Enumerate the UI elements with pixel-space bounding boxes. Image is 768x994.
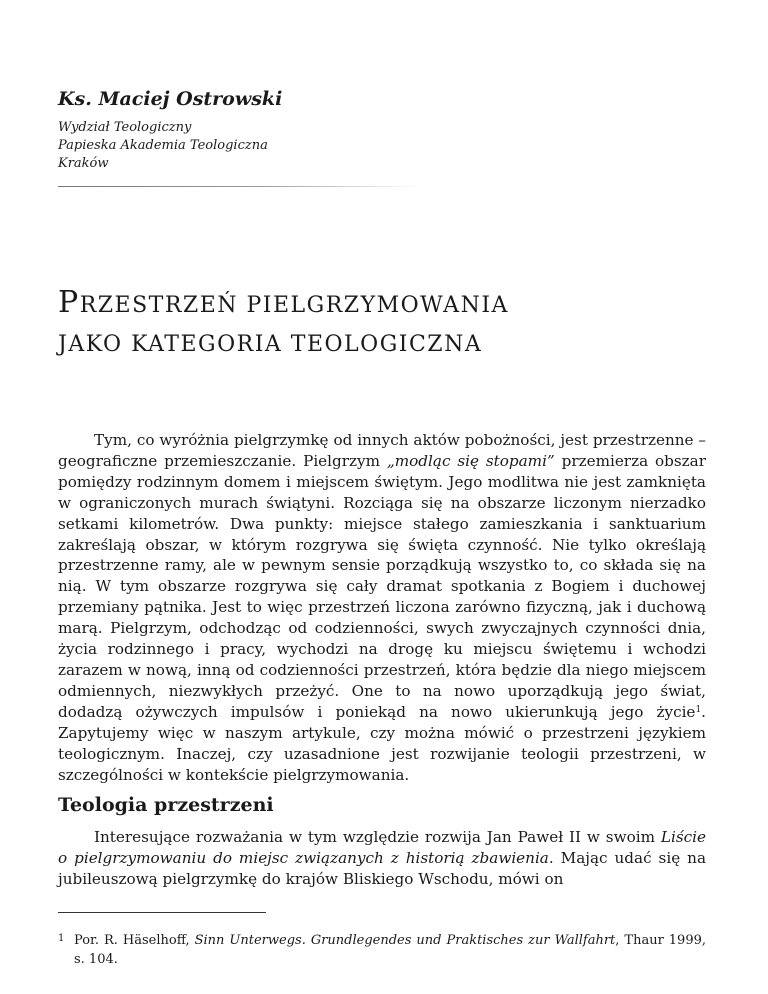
footnote-number: 1: [58, 933, 65, 944]
section-italic-title: Liście o pielgrzymowaniu do miejsc związanych z historią zbawienia: [58, 828, 706, 867]
section-text: [58, 827, 706, 890]
title-line2: JAKO KATEGORIA TEOLOGICZNA: [58, 332, 483, 357]
footnote: 1 Por. R. Häselhoff, Sinn Unterwegs. Grundlegendes und Praktisches zur Wallfahrt, Thaur 1999, s. 104.: [58, 929, 706, 969]
intro-quote: „modląc się stopami”: [386, 451, 555, 470]
title-initial: P: [58, 285, 80, 320]
footnote-divider: [58, 912, 266, 913]
header-divider: [58, 186, 418, 187]
section-paragraph: Interesujące rozważania w tym względzie rozwija Jan Paweł II w swoim Liście o pielgrzymowaniu do miejsc związanych z historią zbawienia. Mając udać się na jubileuszową pielgrzymkę do krajów Bliskiego Wschodu, mówi on: [58, 828, 707, 888]
affiliation-academy: Papieska Akademia Teologiczna: [58, 138, 268, 153]
footnote-italic: Sinn Unterwegs. Grundlegendes und Praktisches zur Wallfahrt: [194, 933, 616, 948]
footnote-ref[interactable]: 1: [695, 704, 702, 715]
section-heading: Teologia przestrzeni: [58, 794, 274, 816]
author-name: Ks. Maciej Ostrowski: [58, 88, 283, 110]
intro-text: [58, 430, 706, 785]
affiliation-city: Kraków: [58, 156, 109, 171]
affiliation-faculty: Wydział Teologiczny: [58, 120, 192, 135]
affiliation: [58, 119, 268, 173]
article-title: [58, 283, 509, 364]
intro-paragraph: Tym, co wyróżnia pielgrzymkę od innych aktów pobożności, jest przestrzenne – geograficzne przemieszczanie. Pielgrzym „modląc się stopami” przemierza obszar pomiędzy rodzinnym domem i miejscem świętym. Jego modlitwa nie jest zamknięta w ograniczonych murach świątyni. Rozciąga się na obszarze liczonym nierzadko setkami kilometrów. Dwa punkty: miejsce stałego zamieszkania i sanktuarium zakreślają obszar, w którym rozgrywa się święta czynność. Nie tylko określają przestrzenne ramy, ale w pewnym sensie porządkują wszystko to, co składa się na nią. W tym obszarze rozgrywa się cały dramat spotkania z Bogiem i duchowej przemiany pątnika. Jest to więc przestrzeń liczona zarówno fizyczną, jak i duchową marą. Pielgrzym, odchodząc od codzienności, swych zwyczajnych czynności dnia, życia rodzinnego i pracy, wychodzi na drogę ku miejscu świętemu i wchodzi zarazem w nową, inną od codzienności przestrzeń, która będzie dla niego miejscem odmiennych, niezwykłych przeżyć. One to na nowo uporządkują jego świat, dodadzą ożywczych impulsów i poniekąd na nowo ukierunkują jego życie$^1$. Zapytujemy więc w naszym artykule, czy można mówić o przestrzeni językiem teologicznym. Inaczej, czy uzasadnione jest rozwijanie teologii przestrzeni, w szczególności w kontekście pielgrzymowania.: [58, 431, 706, 784]
title-line1: RZESTRZEŃ PIELGRZYMOWANIA: [79, 293, 509, 318]
